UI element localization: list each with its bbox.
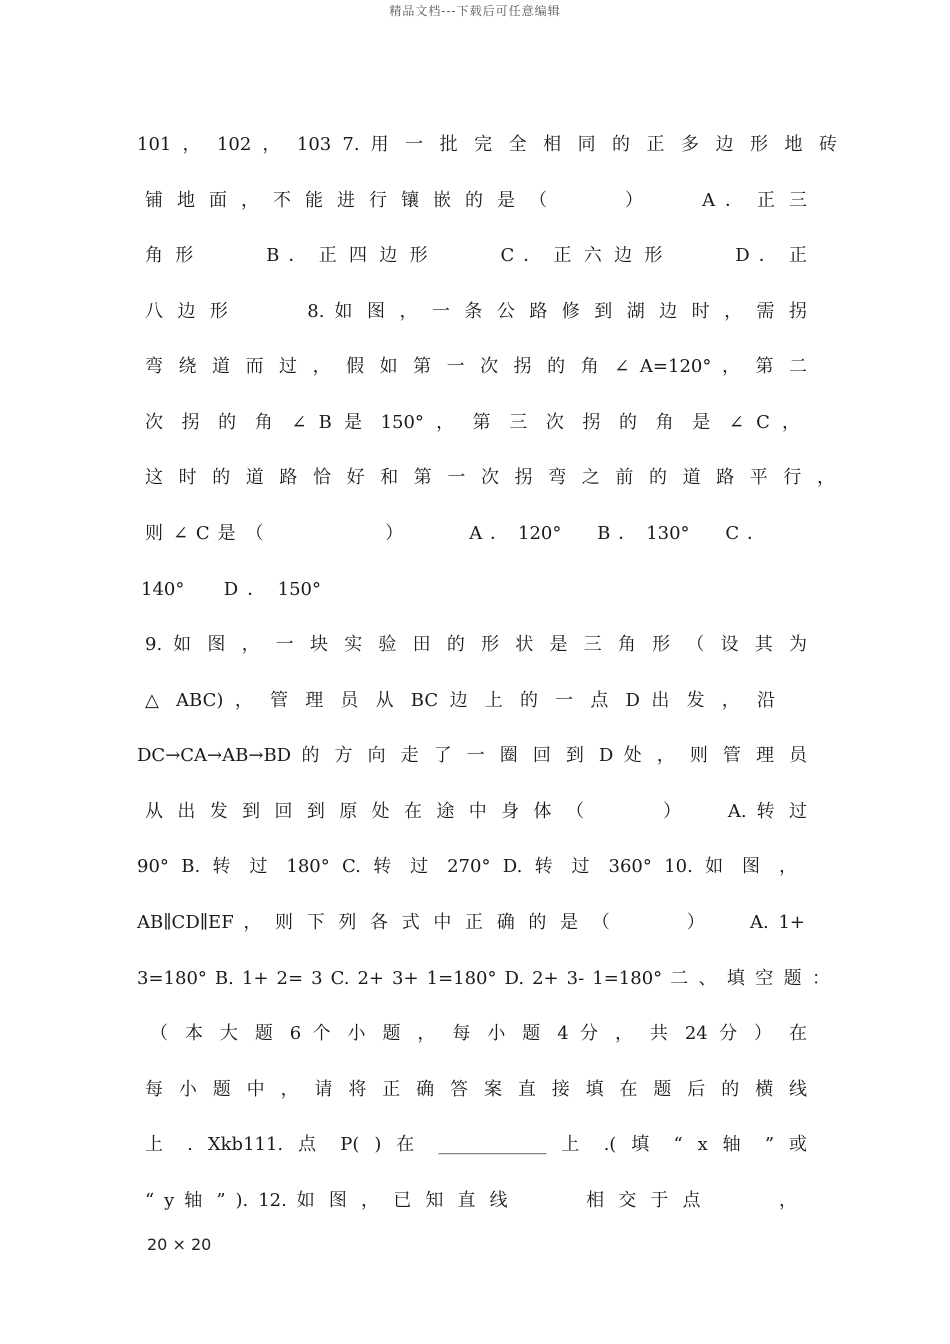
text-line: DC→CA→AB→BD 的 方 向 走 了 一 圈 回 到 D 处 ， 则 管 理 员 xyxy=(137,745,807,766)
page-header: 精品文档---下载后可任意编辑 xyxy=(389,4,561,18)
text-line: 这 时 的 道 路 恰 好 和 第 一 次 拐 弯 之 前 的 道 路 平 行 ， xyxy=(145,467,835,488)
text-line: AB∥CD∥EF ， 则 下 列 各 式 中 正 确 的 是 （ ） A. 1+ xyxy=(137,912,805,933)
text-line: 则 ∠ C 是 （ ） A ． 120° B ． 130° C ． xyxy=(145,523,765,544)
text-line: 铺 地 面 ， 不 能 进 行 镶 嵌 的 是 （ ） A ． 正 三 xyxy=(145,190,807,211)
text-line: △ ABC) ， 管 理 员 从 BC 边 上 的 一 点 D 出 发 ， 沿 xyxy=(145,690,775,711)
text-line: 上 . Xkb111. 点 P( ) 在 ____________ 上 .( 填 “ x 轴 ” 或 xyxy=(145,1134,807,1155)
text-line: 八 边 形 8. 如 图 ， 一 条 公 路 修 到 湖 边 时 ， 需 拐 xyxy=(145,301,807,322)
footer-note: 20 × 20 xyxy=(147,1235,212,1254)
text-line: （ 本 大 题 6 个 小 题 ， 每 小 题 4 分 ， 共 24 分 ） 在 xyxy=(150,1023,807,1044)
text-line: 弯 绕 道 而 过 ， 假 如 第 一 次 拐 的 角 ∠ A=120° ， 第 二 xyxy=(145,356,807,377)
text-line: 每 小 题 中 ， 请 将 正 确 答 案 直 接 填 在 题 后 的 横 线 xyxy=(145,1079,807,1100)
text-line: 90° B. 转 过 180° C. 转 过 270° D. 转 过 360° 10. 如 图 ， xyxy=(137,856,797,877)
text-line: 9. 如 图 ， 一 块 实 验 田 的 形 状 是 三 角 形 （ 设 其 为 xyxy=(145,634,807,655)
text-line: 次 拐 的 角 ∠ B 是 150° ， 第 三 次 拐 的 角 是 ∠ C ， xyxy=(145,412,800,433)
text-line: 101 ， 102 ， 103 7. 用 一 批 完 全 相 同 的 正 多 边 形 地 砖 xyxy=(137,134,837,155)
text-line: 从 出 发 到 回 到 原 处 在 途 中 身 体 （ ） A. 转 过 xyxy=(145,801,807,822)
text-line: 140° D ． 150° xyxy=(141,579,321,600)
text-line: 3=180° B. 1+ 2= 3 C. 2+ 3+ 1=180° D. 2+ 3- 1=180° 二 、 填 空 题 ： xyxy=(137,968,830,989)
text-line: “ y 轴 ” ). 12. 如 图 ， 已 知 直 线 相 交 于 点 ， xyxy=(145,1190,797,1211)
text-line: 角 形 B ． 正 四 边 形 C ． 正 六 边 形 D ． 正 xyxy=(145,245,807,266)
